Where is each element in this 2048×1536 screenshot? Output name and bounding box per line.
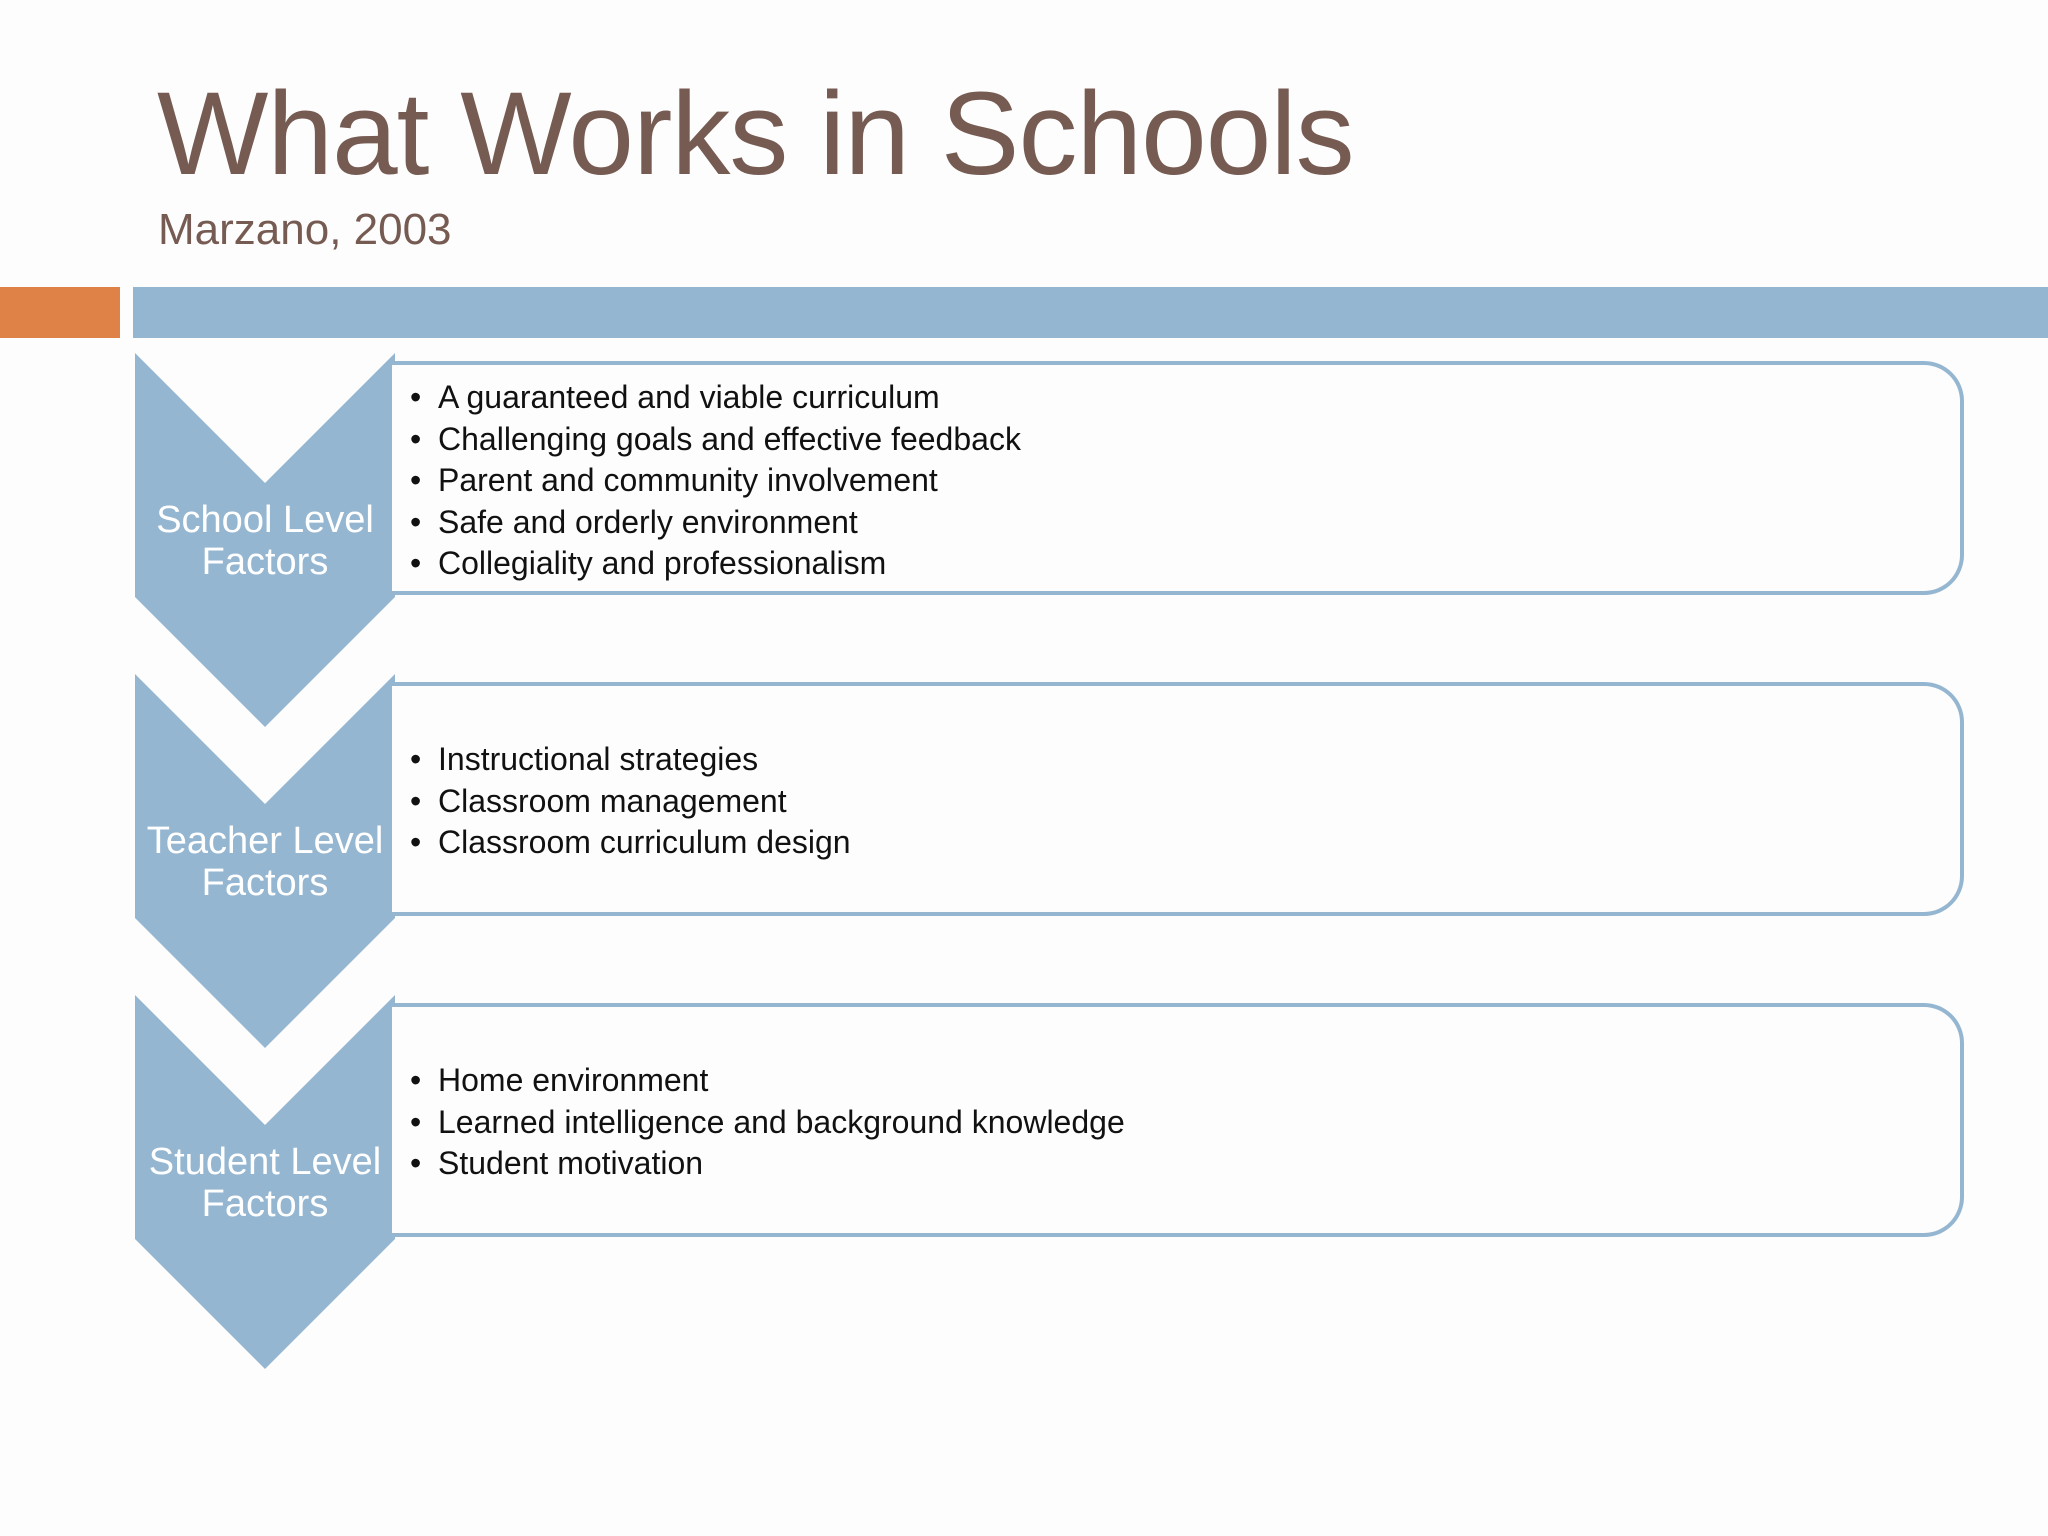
list-item: • Challenging goals and effective feedback	[410, 419, 1021, 461]
chevron-teacher-level	[135, 674, 395, 1048]
chevron-label	[135, 1141, 395, 1225]
list-item: • Instructional strategies	[410, 739, 851, 781]
chevron-label-line2: Factors	[201, 1183, 329, 1225]
list-item: • Parent and community involvement	[410, 460, 1021, 502]
chevron-label-line1: Teacher Level	[146, 820, 384, 862]
list-item: • Classroom management	[410, 781, 851, 823]
list-item: • Safe and orderly environment	[410, 502, 1021, 544]
list-item: • Home environment	[410, 1060, 1125, 1102]
chevron-label-line2: Factors	[201, 541, 329, 583]
factor-box-school-level	[392, 361, 1964, 595]
chevron-label	[135, 499, 395, 583]
chevron-school-level	[135, 353, 395, 727]
factor-list	[410, 1060, 1125, 1185]
chevron-label	[135, 820, 395, 904]
factor-list	[410, 377, 1021, 585]
chevron-label-line1: School Level	[156, 499, 374, 541]
list-item: • Collegiality and professionalism	[410, 543, 1021, 585]
list-item: • Classroom curriculum design	[410, 822, 851, 864]
list-item: • Student motivation	[410, 1143, 1125, 1185]
accent-bar-orange	[0, 287, 120, 338]
factor-box-teacher-level	[392, 682, 1964, 916]
factor-list	[410, 739, 851, 864]
slide-subtitle: Marzano, 2003	[158, 205, 452, 254]
chevron-label-line1: Student Level	[148, 1141, 382, 1183]
list-item: • Learned intelligence and background knowledge	[410, 1102, 1125, 1144]
factor-box-student-level	[392, 1003, 1964, 1237]
accent-bar-blue	[133, 287, 2048, 338]
chevron-label-line2: Factors	[201, 862, 329, 904]
chevron-student-level	[135, 995, 395, 1369]
slide-title: What Works in Schools	[157, 68, 1354, 200]
list-item: • A guaranteed and viable curriculum	[410, 377, 1021, 419]
